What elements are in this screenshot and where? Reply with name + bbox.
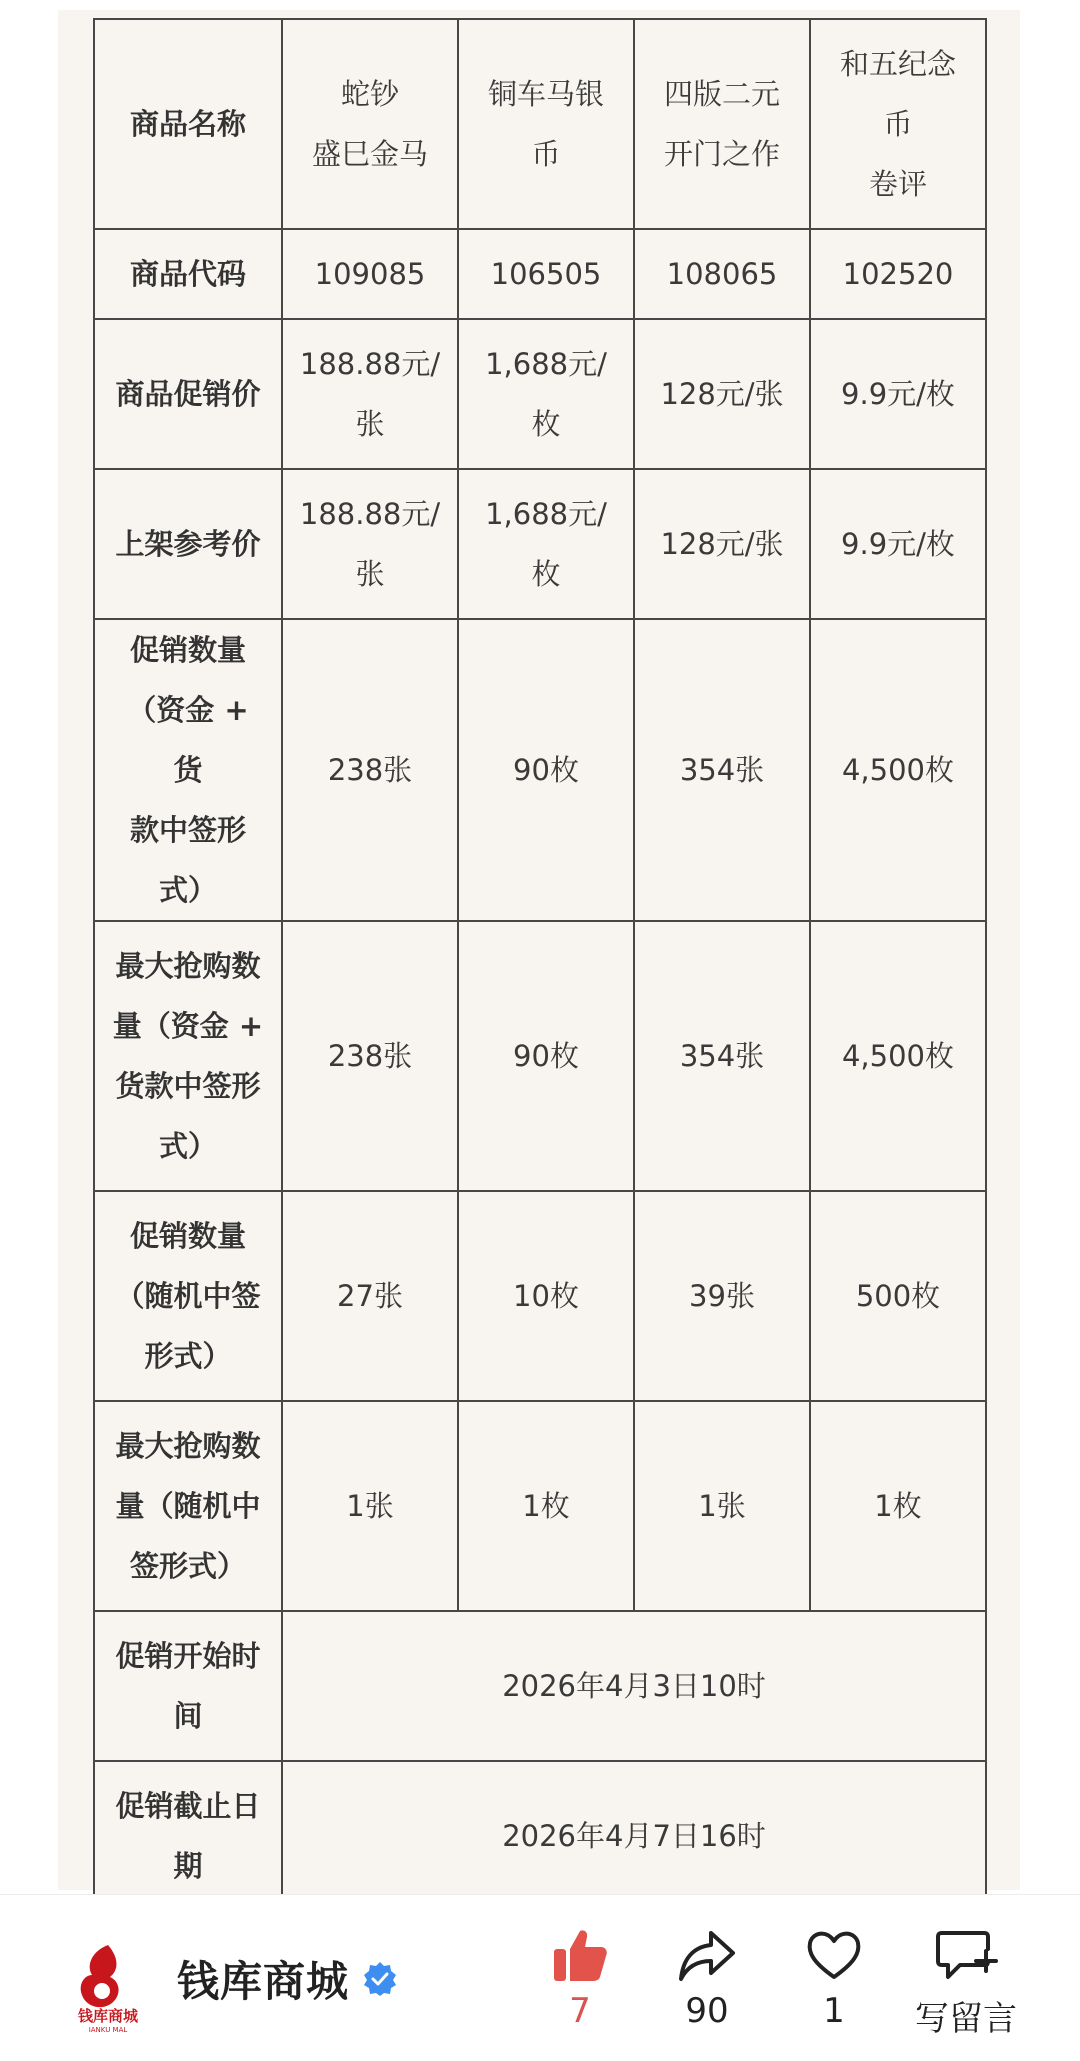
table-cell: 9.9元/枚: [810, 319, 986, 469]
table-cell: 106505: [458, 229, 634, 319]
table-cell: 39张: [634, 1191, 810, 1401]
table-cell: 2026年4月7日16时: [282, 1761, 986, 1911]
row-header: 最大抢购数 量（随机中 签形式）: [94, 1401, 282, 1611]
row-header: 促销截止日 期: [94, 1761, 282, 1911]
account-logo-icon: [62, 1941, 154, 2033]
row-header: 商品名称: [94, 19, 282, 229]
table-cell: 128元/张: [634, 469, 810, 619]
table-cell: 4,500枚: [810, 921, 986, 1191]
table-cell: 90枚: [458, 921, 634, 1191]
row-header: 上架参考价: [94, 469, 282, 619]
table-cell: 128元/张: [634, 319, 810, 469]
table-cell: 109085: [282, 229, 458, 319]
table-cell: 9.9元/枚: [810, 469, 986, 619]
table-cell: 1张: [634, 1401, 810, 1611]
row-header: 促销数量 （资金 + 货 款中签形 式）: [94, 619, 282, 921]
table-cell: 1枚: [810, 1401, 986, 1611]
table-cell: 4,500枚: [810, 619, 986, 921]
table-cell: 四版二元 开门之作: [634, 19, 810, 229]
favorite-button[interactable]: [769, 1925, 899, 2045]
table-cell: 1张: [282, 1401, 458, 1611]
share-button[interactable]: [642, 1925, 772, 2045]
row-header: 促销开始时 间: [94, 1611, 282, 1761]
account-logo[interactable]: [62, 1941, 154, 2033]
table-cell: 1,688元/ 枚: [458, 469, 634, 619]
table-cell: 10枚: [458, 1191, 634, 1401]
table-row: [94, 319, 986, 469]
row-header: 商品促销价: [94, 319, 282, 469]
table-cell: 188.88元/ 张: [282, 469, 458, 619]
table-row: [94, 469, 986, 619]
table-cell: 90枚: [458, 619, 634, 921]
like-count: 7: [569, 1991, 591, 2031]
table-cell: 500枚: [810, 1191, 986, 1401]
comment-add-icon: [934, 1925, 998, 1985]
favorite-count: 1: [823, 1991, 845, 2031]
table-row: [94, 619, 986, 921]
row-header: 商品代码: [94, 229, 282, 319]
share-arrow-icon: [677, 1925, 737, 1985]
thumbs-up-icon: [550, 1925, 610, 1985]
table-row: [94, 1191, 986, 1401]
table-cell: 27张: [282, 1191, 458, 1401]
table-row: [94, 921, 986, 1191]
table-row-end-date: [94, 1761, 986, 1911]
table-row-product-name: [94, 19, 986, 229]
table-row-start-time: [94, 1611, 986, 1761]
table-cell: 铜车马银 币: [458, 19, 634, 229]
write-comment-button[interactable]: [896, 1925, 1036, 2045]
share-count: 90: [685, 1991, 729, 2031]
like-button[interactable]: [515, 1925, 645, 2045]
bottom-action-bar: [0, 1894, 1080, 2061]
svg-text:钱库商城: 钱库商城: [77, 2007, 139, 2025]
account-name[interactable]: 钱库商城: [177, 1957, 350, 2006]
write-comment-label: 写留言: [915, 1999, 1017, 2039]
row-header: 促销数量 （随机中签 形式）: [94, 1191, 282, 1401]
promotion-table: [93, 18, 987, 1952]
table-cell: 和五纪念 币 卷评: [810, 19, 986, 229]
table-cell: 238张: [282, 921, 458, 1191]
svg-text:IANKU MAL: IANKU MAL: [88, 2026, 128, 2033]
heart-icon: [804, 1925, 864, 1985]
table-cell: 238张: [282, 619, 458, 921]
table-cell: 蛇钞 盛巳金马: [282, 19, 458, 229]
table-cell: 354张: [634, 921, 810, 1191]
table-cell: 188.88元/ 张: [282, 319, 458, 469]
row-header: 最大抢购数 量（资金 + 货款中签形 式）: [94, 921, 282, 1191]
table-cell: 1,688元/ 枚: [458, 319, 634, 469]
table-cell: 1枚: [458, 1401, 634, 1611]
table-row: [94, 229, 986, 319]
table-cell: 2026年4月3日10时: [282, 1611, 986, 1761]
table-cell: 102520: [810, 229, 986, 319]
table-row: [94, 1401, 986, 1611]
table-cell: 108065: [634, 229, 810, 319]
table-cell: 354张: [634, 619, 810, 921]
verified-badge-icon: [362, 1961, 398, 1997]
